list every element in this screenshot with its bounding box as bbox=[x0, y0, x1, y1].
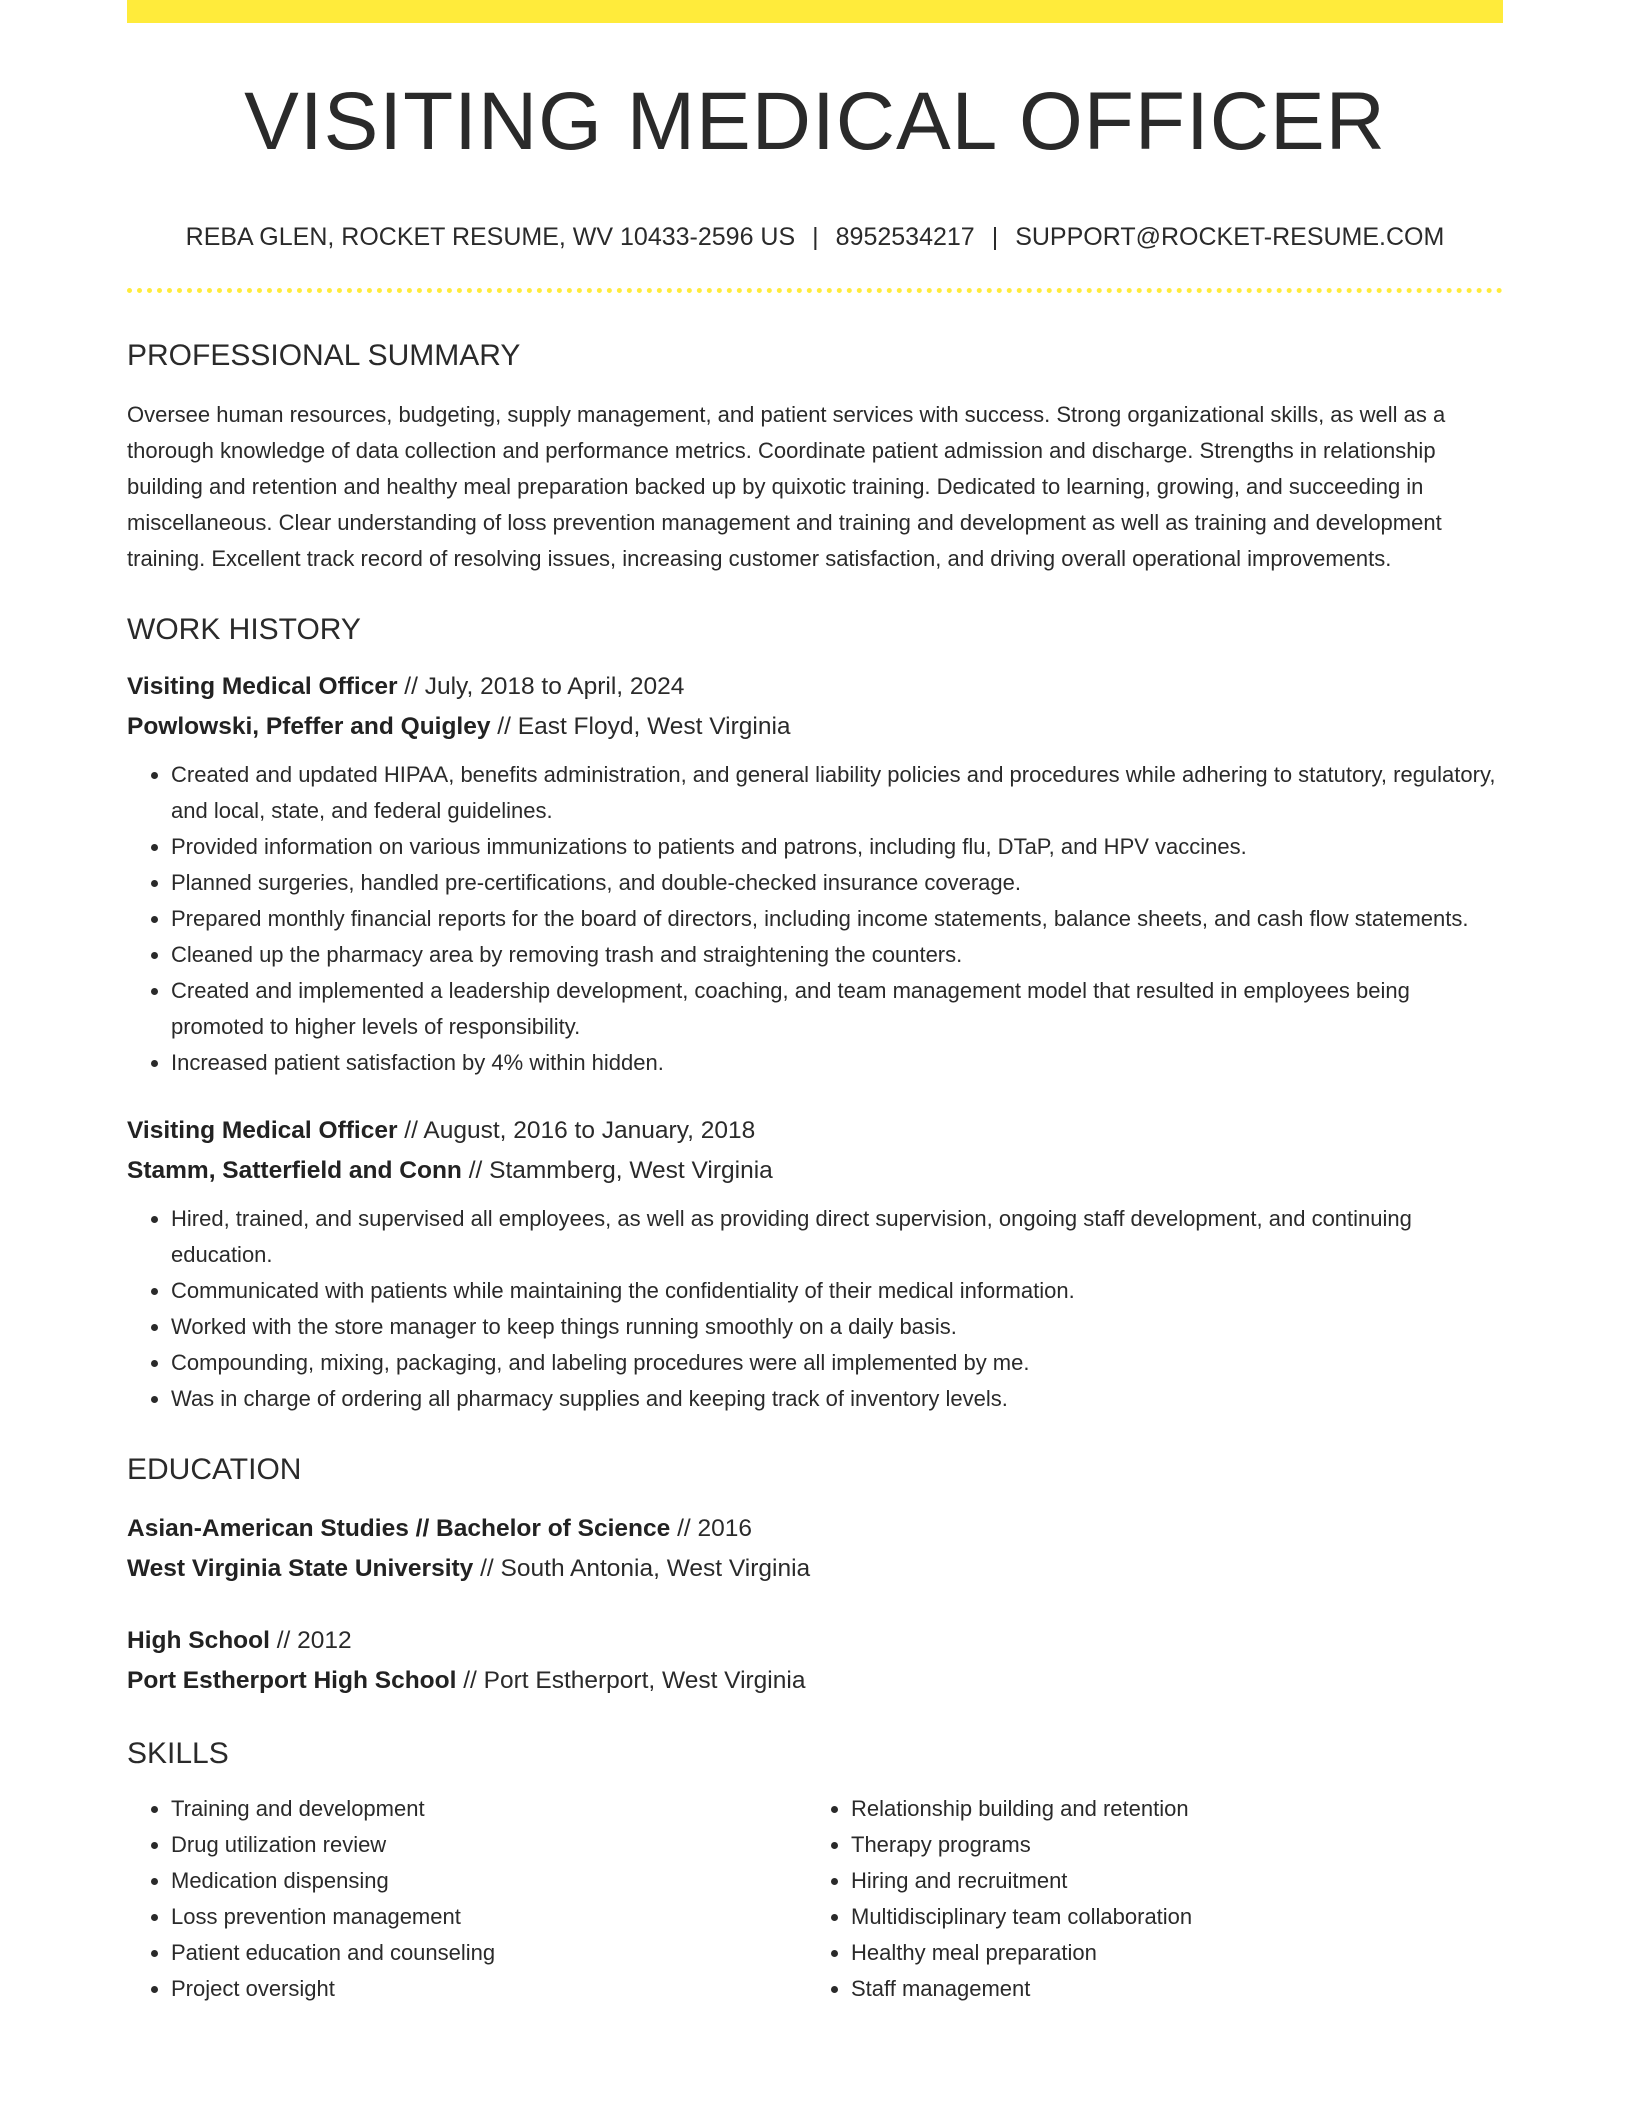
skill-item: • Hiring and recruitment bbox=[851, 1863, 1481, 1899]
skill-item: • Healthy meal preparation bbox=[851, 1935, 1481, 1971]
skill-item: • Therapy programs bbox=[851, 1827, 1481, 1863]
school-line bbox=[127, 1549, 1503, 1589]
job-entry bbox=[127, 667, 1503, 1081]
contact-line bbox=[127, 225, 1503, 250]
degree-year: // 2012 bbox=[269, 1627, 352, 1654]
page-title: VISITING MEDICAL OFFICER bbox=[244, 76, 1386, 167]
school: Port Estherport High School bbox=[127, 1667, 457, 1694]
skill-item: • Loss prevention management bbox=[171, 1899, 801, 1935]
work-history-heading: WORK HISTORY bbox=[127, 613, 361, 646]
skill-item: • Patient education and counseling bbox=[171, 1935, 801, 1971]
contact-separator: | bbox=[991, 223, 999, 251]
resume-page bbox=[127, 0, 1503, 2007]
degree-line bbox=[127, 1621, 1503, 1661]
degree-line bbox=[127, 1509, 1503, 1549]
list-item: • Provided information on various immunizations to patients and patrons, including flu, DTaP, and HPV vaccines. bbox=[171, 829, 1503, 865]
job-location: // Stammberg, West Virginia bbox=[461, 1157, 773, 1184]
list-item: • Created and implemented a leadership development, coaching, and team management model that resulted in employees being promoted to higher levels of responsibility. bbox=[171, 973, 1503, 1045]
degree: Asian-American Studies // Bachelor of Science bbox=[127, 1515, 671, 1542]
list-item: • Was in charge of ordering all pharmacy supplies and keeping track of inventory levels. bbox=[171, 1381, 1503, 1417]
dotted-divider bbox=[127, 288, 1503, 293]
school: West Virginia State University bbox=[127, 1555, 474, 1582]
skill-item: • Training and development bbox=[171, 1791, 801, 1827]
job-company-line bbox=[127, 707, 1503, 747]
job-bullets bbox=[127, 1201, 1503, 1417]
list-item: • Increased patient satisfaction by 4% within hidden. bbox=[171, 1045, 1503, 1081]
contact-address: REBA GLEN, ROCKET RESUME, WV 10433-2596 US bbox=[185, 223, 796, 251]
degree: High School bbox=[127, 1627, 270, 1654]
list-item: • Communicated with patients while maintaining the confidentiality of their medical information. bbox=[171, 1273, 1503, 1309]
list-item: • Worked with the store manager to keep things running smoothly on a daily basis. bbox=[171, 1309, 1503, 1345]
job-entry bbox=[127, 1111, 1503, 1417]
skills-column-right bbox=[801, 1791, 1481, 2007]
job-title-line bbox=[127, 1111, 1503, 1151]
job-location: // East Floyd, West Virginia bbox=[490, 713, 791, 740]
contact-email: SUPPORT@ROCKET-RESUME.COM bbox=[1015, 223, 1445, 251]
list-item: • Hired, trained, and supervised all employees, as well as providing direct supervision, ongoing staff development, and continuing education. bbox=[171, 1201, 1503, 1273]
skill-item: • Relationship building and retention bbox=[851, 1791, 1481, 1827]
job-title-line bbox=[127, 667, 1503, 707]
education-entry bbox=[127, 1621, 1503, 1701]
education-entry bbox=[127, 1509, 1503, 1589]
job-title: Visiting Medical Officer bbox=[127, 673, 398, 700]
job-company: Stamm, Satterfield and Conn bbox=[127, 1157, 462, 1184]
skills-heading: SKILLS bbox=[127, 1737, 229, 1770]
school-location: // South Antonia, West Virginia bbox=[473, 1555, 811, 1582]
summary-heading: PROFESSIONAL SUMMARY bbox=[127, 339, 521, 372]
job-title: Visiting Medical Officer bbox=[127, 1117, 398, 1144]
education-heading: EDUCATION bbox=[127, 1453, 302, 1486]
school-location: // Port Estherport, West Virginia bbox=[456, 1667, 806, 1694]
job-dates: // August, 2016 to January, 2018 bbox=[397, 1117, 756, 1144]
skill-item: • Staff management bbox=[851, 1971, 1481, 2007]
skill-item: • Multidisciplinary team collaboration bbox=[851, 1899, 1481, 1935]
degree-year: // 2016 bbox=[670, 1515, 752, 1542]
list-item: • Prepared monthly financial reports for the board of directors, including income statements, balance sheets, and cash flow statements. bbox=[171, 901, 1503, 937]
job-dates: // July, 2018 to April, 2024 bbox=[397, 673, 685, 700]
skill-item: • Project oversight bbox=[171, 1971, 801, 2007]
list-item: • Compounding, mixing, packaging, and labeling procedures were all implemented by me. bbox=[171, 1345, 1503, 1381]
job-bullets bbox=[127, 757, 1503, 1081]
job-company: Powlowski, Pfeffer and Quigley bbox=[127, 713, 491, 740]
top-accent-bar bbox=[127, 0, 1503, 23]
job-company-line bbox=[127, 1151, 1503, 1191]
list-item: • Created and updated HIPAA, benefits administration, and general liability policies and procedures while adhering to statutory, regulatory, and local, state, and federal guidelines. bbox=[171, 757, 1503, 829]
skill-item: • Medication dispensing bbox=[171, 1863, 801, 1899]
summary-text: Oversee human resources, budgeting, supply management, and patient services with success. Strong organizational skills, as well as a thorough knowledge of data collection and performance metrics. Coordinate patient admission and discharge. Strengths in relationship building and retention and healthy meal preparation backed up by quixotic training. Dedicated to learning, growing, and succeeding in miscellaneous. Clear understanding of loss prevention management and training and development as well as training and development training. Excellent track record of resolving issues, increasing customer satisfaction, and driving overall operational improvements. bbox=[127, 402, 1446, 571]
skills-column-left bbox=[127, 1791, 801, 2007]
skills-grid bbox=[127, 1791, 1503, 2007]
contact-phone: 8952534217 bbox=[835, 223, 975, 251]
school-line bbox=[127, 1661, 1503, 1701]
skill-item: • Drug utilization review bbox=[171, 1827, 801, 1863]
contact-separator: | bbox=[812, 223, 819, 251]
list-item: • Cleaned up the pharmacy area by removing trash and straightening the counters. bbox=[171, 937, 1503, 973]
list-item: • Planned surgeries, handled pre-certifications, and double-checked insurance coverage. bbox=[171, 865, 1503, 901]
